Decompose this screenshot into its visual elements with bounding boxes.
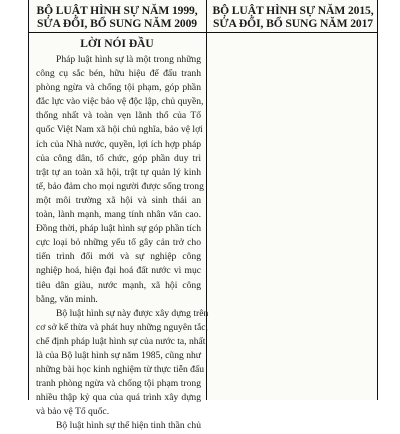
text-line: Đồng thời, pháp luật hình sự góp phần tích: [36, 223, 201, 235]
right-header-line-2: SỬA ĐỔI, BỔ SUNG NĂM 2017: [212, 17, 374, 30]
text-line: bằng, văn minh.: [36, 293, 98, 305]
left-header-line-2: SỬA ĐỔI, BỔ SUNG NĂM 2009: [36, 17, 198, 30]
text-line: Bộ luật hình sự thể hiện tinh thần chủ: [56, 420, 201, 432]
text-line: ích của Nhà nước, quyền, lợi ích hợp pháp: [36, 138, 201, 150]
text-line: và bảo vệ Tổ quốc.: [36, 406, 110, 418]
text-line: tranh phòng ngừa và chống tội phạm trong: [36, 378, 201, 390]
text-line: những bài học kinh nghiệm từ thực tiễn đấu: [36, 364, 205, 376]
column-divider: [206, 0, 207, 400]
text-line: thống nhất và toàn vẹn lãnh thổ của Tổ: [36, 110, 201, 122]
preface-body: [36, 53, 209, 434]
text-line: tiến trình đổi mới và sự nghiệp công: [36, 251, 201, 263]
document-page: [28, 0, 378, 432]
text-line: trật tự an toàn xã hội, trật tự quản lý kinh: [36, 166, 201, 178]
left-header-line-1: BỘ LUẬT HÌNH SỰ NĂM 1999,: [36, 4, 198, 17]
text-line: phòng ngừa và chống tội phạm, góp phần: [36, 82, 201, 94]
right-column-header: [208, 0, 378, 32]
text-line: đắc lực vào việc bảo vệ độc lập, chủ quyền,: [36, 96, 204, 108]
text-line: quốc Việt Nam xã hội chủ nghĩa, bảo vệ lợi: [36, 124, 203, 136]
header-divider: [28, 32, 378, 33]
text-line: công cụ sắc bén, hữu hiệu để đấu tranh: [36, 68, 201, 80]
text-line: chế định pháp luật hình sự của nước ta, nhất: [36, 335, 206, 347]
text-line: một môi trường xã hội và sinh thái an: [36, 194, 201, 206]
preface-title: LỜI NÓI ĐẦU: [80, 38, 154, 50]
text-line: cơ sở kế thừa và phát huy những nguyên tắc,: [36, 321, 208, 333]
text-line: Pháp luật hình sự là một trong những: [56, 54, 201, 65]
text-line: cực loại bỏ những yếu tố gây cản trở cho: [36, 237, 201, 249]
text-line: tế, bảo đảm cho mọi người được sống trong: [36, 180, 204, 192]
text-line: nhiều thập kỷ qua của quá trình xây dựng: [36, 392, 201, 404]
text-line: toàn, lành mạnh, mang tính nhân văn cao.: [36, 209, 201, 221]
text-line: là của Bộ luật hình sự năm 1985, cũng như: [36, 349, 201, 361]
text-line: của công dân, tổ chức, góp phần duy trì: [36, 152, 201, 164]
text-line: nghiệp hoá, hiện đại hoá đất nước vì mục: [36, 265, 201, 277]
left-column-header: [28, 0, 206, 32]
text-line: Bộ luật hình sự này được xây dựng trên: [56, 307, 209, 319]
right-header-line-1: BỘ LUẬT HÌNH SỰ NĂM 2015,: [212, 4, 374, 17]
text-line: tiêu dân giàu, nước mạnh, xã hội công: [36, 279, 201, 291]
